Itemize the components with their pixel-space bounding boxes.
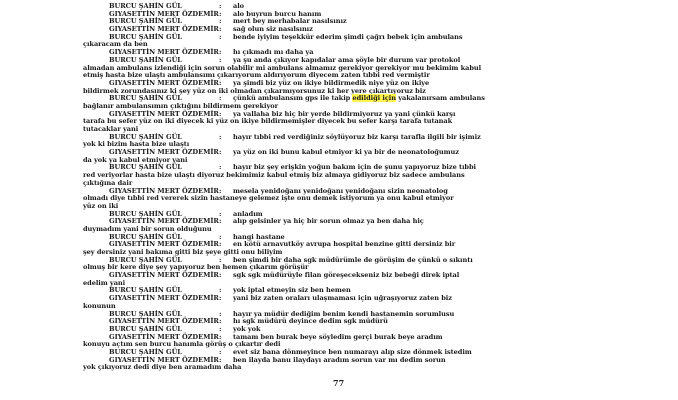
transcript-turn <box>83 295 593 303</box>
speaker-name: GIYASETTİN MERT ÖZDEMİR <box>109 148 219 157</box>
utterance-text: alıp gelsinler ya hiç bir sorun olmaz ya ben daha hiç <box>233 217 424 226</box>
transcript-turn <box>83 34 593 42</box>
speaker-colon: : <box>219 286 222 295</box>
utterance-text: red veriyorlar hasta bize ulaştı diyoruz bekimimiz kabul etmiş biz almaya gidiyoruz biz sadece ambulans <box>83 171 465 180</box>
utterance-text: tarafa bu sefer yüz on iki diyecek ki yüz on ikiye bildirmemişler diyecek bu sefer karşı tarafa tutanak <box>83 117 453 126</box>
speaker-name: GIYASETTİN MERT ÖZDEMİR <box>109 355 219 364</box>
utterance-text: ben ilayda banu ilaydayı aradım sorun var mı dedim sorun <box>233 355 446 364</box>
transcript-continuation <box>83 364 593 372</box>
speaker-name: GIYASETTİN MERT ÖZDEMİR <box>109 186 219 195</box>
utterance-text: hangi hastane <box>233 232 285 241</box>
utterance-text: hı çıkmadı mı daha ya <box>233 48 314 57</box>
utterance-text: en kötü arnavutköy avrupa hospital benzine gitti dersiniz bir <box>233 240 456 249</box>
speaker-name: GIYASETTİN MERT ÖZDEMİR <box>109 25 219 34</box>
speaker-colon: : <box>219 78 222 87</box>
page-number: 77 <box>333 378 345 388</box>
utterance-text: alo buyrun burcu hanım <box>233 9 322 18</box>
speaker-colon: : <box>219 317 222 326</box>
utterance-text: bende iyiyim teşekkür ederim şimdi çağrı bebek için ambulans <box>233 32 463 41</box>
utterance-text: çünkü ambulansım gps ile takip <box>233 94 351 103</box>
utterance-text: hayır ya müdür dediğim benim kendi hastanemin sorumlusu <box>233 309 455 318</box>
speaker-colon: : <box>219 132 222 141</box>
speaker-name: GIYASETTİN MERT ÖZDEMİR <box>109 294 219 303</box>
speaker-name: BURCU ŞAHİN GÜL <box>109 163 182 172</box>
utterance-text: konunun <box>83 301 116 310</box>
speaker-name: BURCU ŞAHİN GÜL <box>109 255 182 264</box>
speaker-colon: : <box>219 255 222 264</box>
utterance-text: tutacaklar yani <box>83 125 139 133</box>
speaker-colon: : <box>219 32 222 41</box>
speaker-name: GIYASETTİN MERT ÖZDEMİR <box>109 9 219 18</box>
speaker-name: BURCU ŞAHİN GÜL <box>109 286 182 295</box>
speaker-name: BURCU ŞAHİN GÜL <box>109 132 182 141</box>
speaker-colon: : <box>219 2 222 10</box>
speaker-name: GIYASETTİN MERT ÖZDEMİR <box>109 332 219 341</box>
utterance-text: tamam ben burak beye söyledim gerçi burak beye aradım <box>233 332 443 341</box>
speaker-colon: : <box>219 163 222 172</box>
transcript-continuation <box>83 195 593 203</box>
speaker-colon: : <box>219 148 222 157</box>
speaker-name: BURCU ŞAHİN GÜL <box>109 32 182 41</box>
speaker-colon: : <box>219 109 222 118</box>
speaker-colon: : <box>219 347 222 356</box>
speaker-name: BURCU ŞAHİN GÜL <box>109 324 182 333</box>
utterance-text: almadan ambulans izlendiği için sorun olabilir mi ambulans almamız gerekiyor gerekiyor mu bekimim kabul <box>83 63 482 72</box>
utterance-text: alo <box>233 2 245 10</box>
transcript-turn <box>83 272 593 280</box>
utterance-text: olmadı diye tıbbi red vererek sizin hastaneye gelemez işte onu demek istiyorum ya onu kabul etmiyor <box>83 194 454 203</box>
speaker-name: BURCU ŞAHİN GÜL <box>109 2 182 10</box>
utterance-text: şey dersiniz yani bakıma gitti biz şeye gitti onu biliyim <box>83 248 283 256</box>
transcript-continuation <box>83 118 593 126</box>
utterance-text: ya şu anda çıkıyor kapıdalar ama şöyle bir durum var protokol <box>233 55 461 64</box>
utterance-text: ya yüz on iki bunu kabul etmiyor ki ya bir de neonatoloğumuz <box>233 148 459 157</box>
utterance-text: bağlanır ambulansımın çıktığını bildirmem gerekiyor <box>83 101 279 110</box>
utterance-text: yok yok <box>233 324 261 333</box>
speaker-name: BURCU ŞAHİN GÜL <box>109 309 182 318</box>
highlighted-text: edildiği için <box>352 94 396 103</box>
transcript-body <box>83 3 593 372</box>
utterance-text: ya şimdi biz yüz on ikiye bildirmedik niye yüz on ikiye <box>233 78 430 87</box>
utterance-text: sgk sgk müdürüyle filan göreşecekseniz biz bebeği direk iptal <box>233 271 460 280</box>
speaker-colon: : <box>219 294 222 303</box>
utterance-text: evet siz bana dönmeyince ben numarayı alıp size dönmek istedim <box>233 347 472 356</box>
utterance-text: yok ki bizim hasta bize ulaştı <box>83 140 190 149</box>
utterance-text: hayır biz şey erişkin yoğun bakım için de şunu yapıyoruz bize tıbbi <box>233 163 477 172</box>
utterance-text: hı sgk müdürü deyince dedim sgk müdürü <box>233 317 388 326</box>
utterance-text: da yok ya kabul etmiyor yani <box>83 155 188 164</box>
transcript-continuation <box>83 172 593 180</box>
speaker-colon: : <box>219 232 222 241</box>
speaker-name: GIYASETTİN MERT ÖZDEMİR <box>109 271 219 280</box>
speaker-colon: : <box>219 55 222 64</box>
speaker-name: BURCU ŞAHİN GÜL <box>109 347 182 356</box>
speaker-colon: : <box>219 309 222 318</box>
utterance-text: çıktığına dair <box>83 178 133 187</box>
utterance-text: olmuş bir kere diye şey yapıyoruz ben hemen çıkarım görüşür <box>83 263 309 272</box>
utterance-text: bildirmek zorundasınız ki şey yüz on iki olmadan çıkarmıyorsunuz ki her yere çıkartıyoruz biz <box>83 86 426 95</box>
speaker-colon: : <box>219 271 222 280</box>
speaker-colon: : <box>219 332 222 341</box>
speaker-name: BURCU ŞAHİN GÜL <box>109 232 182 241</box>
speaker-name: GIYASETTİN MERT ÖZDEMİR <box>109 317 219 326</box>
utterance-text: yok çıkıyoruz dedi diye ben aramadım daha <box>83 363 242 372</box>
speaker-colon: : <box>219 9 222 18</box>
speaker-name: BURCU ŞAHİN GÜL <box>109 17 182 26</box>
utterance-text: etmiş hasta bize ulaştı ambulansımı çıkarıyorum aldırıyorum diyecem zaten tıbbi red vermiştir <box>83 71 430 80</box>
utterance-text: yüz on iki <box>83 201 119 210</box>
utterance-text: ben şimdi bir daha sgk müdürümle de görüşim de çünkü o sıkıntı <box>233 255 473 264</box>
utterance-text: mesela yenidoğanı yenidoğanı yenidoğanı sizin neonatolog <box>233 186 448 195</box>
speaker-name: BURCU ŞAHİN GÜL <box>109 94 182 103</box>
speaker-colon: : <box>219 355 222 364</box>
speaker-colon: : <box>219 17 222 26</box>
speaker-colon: : <box>219 324 222 333</box>
utterance-text: edelim yani <box>83 278 126 287</box>
speaker-colon: : <box>219 209 222 218</box>
utterance-text: yok iptal etmeyin siz ben hemen <box>233 286 351 295</box>
utterance-text: yakalanırsam ambulans <box>398 94 485 103</box>
speaker-colon: : <box>219 240 222 249</box>
utterance-text: mert bey merhabalar nasılsınız <box>233 17 347 26</box>
speaker-name: BURCU ŞAHİN GÜL <box>109 209 182 218</box>
speaker-name: GIYASETTİN MERT ÖZDEMİR <box>109 78 219 87</box>
utterance-text: yani biz zaten oraları ulaşmaması için uğraşıyoruz zaten biz <box>233 294 452 303</box>
utterance-text: duymadım yani bir sorun olduğunu <box>83 224 212 233</box>
speaker-colon: : <box>219 94 222 103</box>
speaker-name: GIYASETTİN MERT ÖZDEMİR <box>109 48 219 57</box>
speaker-name: GIYASETTİN MERT ÖZDEMİR <box>109 240 219 249</box>
speaker-name: GIYASETTİN MERT ÖZDEMİR <box>109 217 219 226</box>
speaker-name: GIYASETTİN MERT ÖZDEMİR <box>109 109 219 118</box>
utterance-text: sağ olun siz nasılsınız <box>233 25 313 34</box>
utterance-text: hayır tıbbi red verdiğiniz söylüyoruz biz karşı tarafla ilgili bir işimiz <box>233 132 481 141</box>
speaker-colon: : <box>219 25 222 34</box>
utterance-text: anladım <box>233 209 263 218</box>
speaker-name: BURCU ŞAHİN GÜL <box>109 55 182 64</box>
speaker-colon: : <box>219 48 222 57</box>
speaker-colon: : <box>219 186 222 195</box>
utterance-text: ya vallaha biz hiç bir yerde bildirmiyoruz ya yani çünkü karşı <box>233 109 456 118</box>
utterance-text: çıkaracam da ben <box>83 40 148 49</box>
utterance-text: konuyu açtım sen burcu hanımla görüş o çıkartır dedi <box>83 340 281 349</box>
speaker-colon: : <box>219 217 222 226</box>
